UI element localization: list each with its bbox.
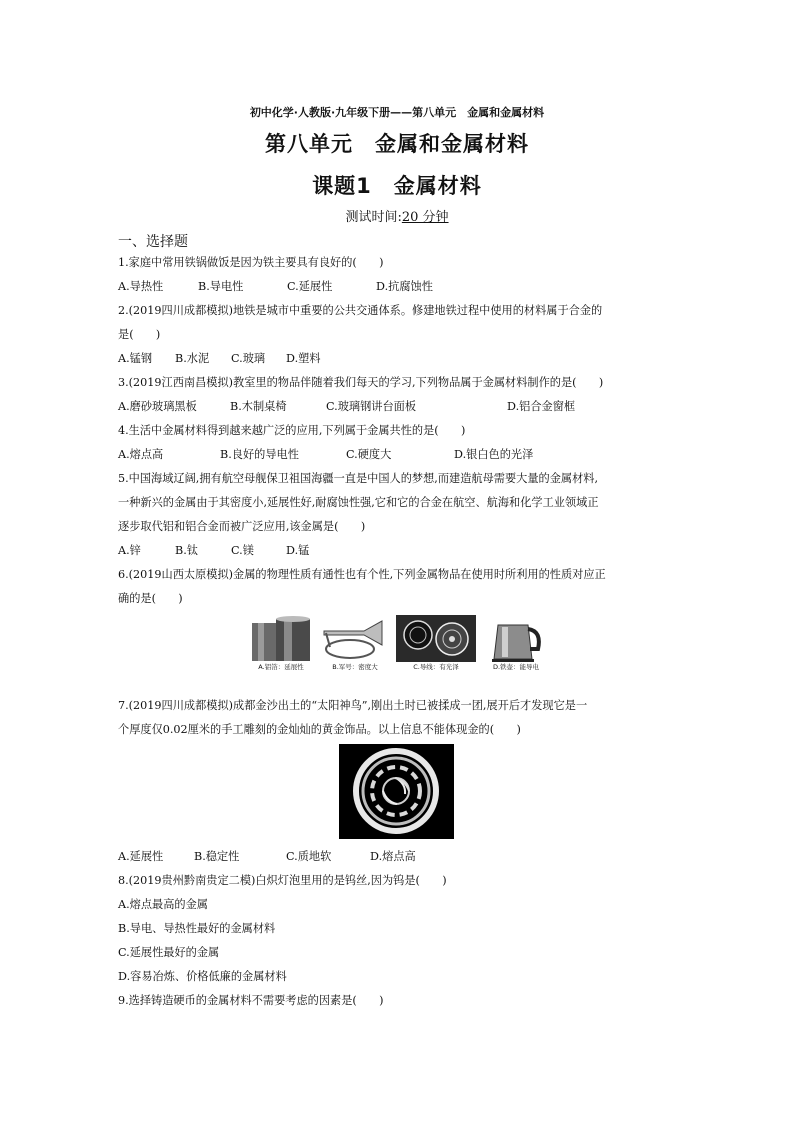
question-6-stem-cont: 确的是( ): [118, 592, 183, 605]
option-d: D.银白色的光泽: [454, 448, 534, 461]
option-c: C.延展性: [287, 280, 333, 293]
option-a: A.锌: [118, 544, 141, 557]
sun-bird-image: [339, 744, 454, 839]
test-time-value: 20 分钟: [401, 210, 449, 225]
question-8-option-d: D.容易冶炼、价格低廉的金属材料: [118, 970, 287, 983]
option-d: D.抗腐蚀性: [376, 280, 433, 293]
question-6-stem: 6.(2019山西太原模拟)金属的物理性质有通性也有个性,下列金属物品在使用时所利用的性质对应正: [118, 568, 606, 581]
running-header: 初中化学·人教版·九年级下册——第八单元 金属和金属材料: [249, 106, 545, 119]
question-5-stem-cont-2: 逐步取代铝和铝合金而被广泛应用,该金属是( ): [118, 520, 366, 533]
option-d: D.塑料: [286, 352, 321, 365]
option-a: A.熔点高: [118, 448, 164, 461]
wires-image: [396, 615, 476, 673]
option-d: D.熔点高: [370, 850, 416, 863]
option-b: B.木制桌椅: [230, 400, 287, 413]
option-c: C.玻璃钢讲台面板: [326, 400, 417, 413]
caption-a: A.铝箔：延展性: [246, 662, 316, 673]
question-4-stem: 4.生活中金属材料得到越来越广泛的应用,下列属于金属共性的是( ): [118, 424, 466, 437]
foil-image: [246, 615, 316, 673]
option-c: C.质地软: [286, 850, 332, 863]
unit-title: 第八单元 金属和金属材料: [265, 132, 529, 156]
question-9-stem: 9.选择铸造硬币的金属材料不需要考虑的因素是( ): [118, 994, 384, 1007]
option-b: B.稳定性: [194, 850, 240, 863]
question-2-stem: 2.(2019四川成都模拟)地铁是城市中重要的公共交通体系。修建地铁过程中使用的材料属于合金的: [118, 304, 603, 317]
option-d: D.铝合金窗框: [507, 400, 576, 413]
caption-c: C.导线：有光泽: [396, 662, 476, 673]
question-6-figure: [246, 615, 548, 673]
question-8-option-c: C.延展性最好的金属: [118, 946, 220, 959]
caption-b: B.军号：密度大: [320, 662, 390, 673]
option-b: B.导电性: [198, 280, 244, 293]
question-8-option-b: B.导电、导热性最好的金属材料: [118, 922, 276, 935]
question-5-stem: 5.中国海域辽阔,拥有航空母舰保卫祖国海疆一直是中国人的梦想,而建造航母需要大量的金属材料,: [118, 472, 599, 485]
option-a: A.磨砂玻璃黑板: [118, 400, 197, 413]
question-8-option-a: A.熔点最高的金属: [118, 898, 208, 911]
bugle-image: [320, 615, 390, 673]
option-b: B.良好的导电性: [220, 448, 299, 461]
option-a: A.锰钢: [118, 352, 153, 365]
question-7-stem: 7.(2019四川成都模拟)成都金沙出土的“太阳神鸟”,刚出土时已被揉成一团,展开后才发现它是一: [118, 699, 588, 712]
option-d: D.锰: [286, 544, 310, 557]
question-2-stem-cont: 是( ): [118, 328, 161, 341]
option-c: C.镁: [231, 544, 254, 557]
section-title: 一、选择题: [118, 234, 188, 250]
question-3-stem: 3.(2019江西南昌模拟)教室里的物品伴随着我们每天的学习,下列物品属于金属材料制作的是( ): [118, 376, 604, 389]
question-5-stem-cont-1: 一种新兴的金属由于其密度小,延展性好,耐腐蚀性强,它和它的合金在航空、航海和化学工业领域正: [118, 496, 599, 509]
option-a: A.延展性: [118, 850, 164, 863]
test-time: [0, 206, 794, 225]
option-b: B.水泥: [175, 352, 210, 365]
option-a: A.导热性: [118, 280, 164, 293]
kettle-image: [484, 615, 548, 673]
question-1-stem: 1.家庭中常用铁锅做饭是因为铁主要具有良好的( ): [118, 256, 384, 269]
question-7-stem-cont: 个厚度仅0.02厘米的手工雕刻的金灿灿的黄金饰品。以上信息不能体现金的( ): [118, 723, 521, 736]
caption-d: D.铁壶：能导电: [484, 662, 548, 673]
lesson-title: 课题1 金属材料: [312, 174, 482, 198]
question-8-stem: 8.(2019贵州黔南贵定二模)白炽灯泡里用的是钨丝,因为钨是( ): [118, 874, 447, 887]
test-time-label: 测试时间:: [345, 210, 402, 225]
option-c: C.硬度大: [346, 448, 392, 461]
option-c: C.玻璃: [231, 352, 266, 365]
option-b: B.钛: [175, 544, 198, 557]
